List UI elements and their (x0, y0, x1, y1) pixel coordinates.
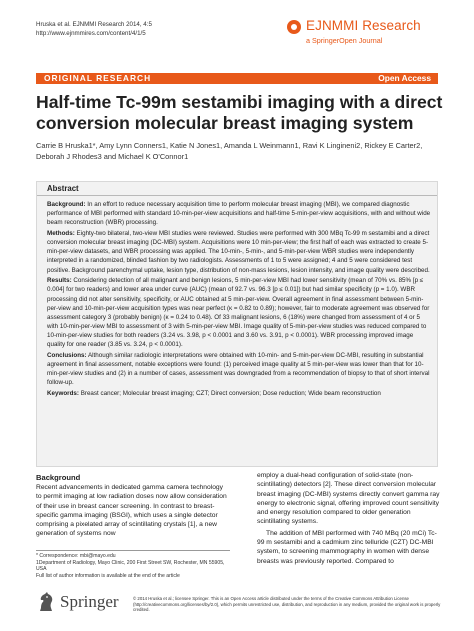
abstract-keywords-label: Keywords: (47, 390, 79, 398)
abstract-results-label: Results: (47, 277, 72, 285)
abstract-keywords (47, 389, 431, 398)
abstract-results (47, 276, 431, 349)
body-paragraph: The addition of MBI performed with 740 MBq (20 mCi) Tc-99 m sestamibi and a cadmium zinc telluride (CZT) DC-MBI system, to screening mammography in women with dense breasts was previously reported. Compared to (257, 529, 437, 565)
abstract-background-label: Background: (47, 201, 86, 208)
footnotes (36, 550, 230, 580)
abstract-methods-text: Eighty-two bilateral, two-view MBI studies were reviewed. Studies were performed with 300 MBq Tc-99 m sestamibi and a direct conversion molecular breast imaging (DC-MBI) system. Acquisitions were 10 min-per-view; the first half of each was extracted to create 5-min-per-view datasets, and WBR processing was applied. The 10-min-, 5-min-, and 5-min-per-view WBR studies were independently interpreted in a randomized, blinded fashion by two radiologists. Assessments of 1 to 5 were assigned; 4 and 5 were considered test positive. Background parenchymal uptake, lesion type, distribution of non-mass lesions, lesion intensity, and image quality were described. (47, 229, 430, 274)
abstract-heading: Abstract (47, 184, 79, 193)
abstract-methods-label: Methods: (47, 229, 75, 237)
journal-ring-icon (287, 20, 301, 34)
abstract-conclusions-label: Conclusions: (47, 352, 87, 359)
journal-name: EJNMMI Research (306, 18, 421, 33)
abstract-background (47, 200, 431, 227)
journal-logo (268, 17, 438, 47)
author-list: Carrie B Hruska1*, Amy Lynn Conners1, Katie N Jones1, Amanda L Weinmann1, Ravi K Lingineni2, Rickey E Carter2, Deborah J Rhodes3 and Michael K O'Connor1 (36, 141, 423, 161)
article-type-banner (36, 73, 438, 84)
abstract-header (37, 182, 437, 196)
abstract-body (47, 200, 431, 400)
abstract-methods (47, 229, 431, 275)
article-title: Half-time Tc-99m sestamibi imaging with a direct conversion molecular breast imaging system (36, 92, 443, 133)
citation-line: Hruska et al. EJNMMI Research 2014, 4:5 (36, 21, 152, 28)
citation-url[interactable]: http://www.ejnmmires.com/content/4/1/5 (36, 29, 146, 37)
abstract-keywords-text: Breast cancer; Molecular breast imaging; CZT; Direct conversion; Dose reduction; Wide beam reconstruction (80, 390, 381, 398)
affiliation-note: 1Department of Radiology, Mayo Clinic, 200 First Street SW, Rochester, MN 55905, USA (36, 559, 225, 573)
journal-subtitle: a SpringerOpen Journal (306, 36, 383, 45)
abstract-conclusions-text: Although similar radiologic interpretations were obtained with 10-min- and 5-min-per-view DC-MBI, resulting in substantial agreement in final assessment, notable exceptions were found: (1) perceived image quality at 5 min-per-view was lower than that for 10-min-per-view studies and (2) in a number of cases, assessment was downgraded from a recommendation of biopsy to that of short interval follow-up. (47, 352, 430, 387)
open-access-label: Open Access (378, 73, 431, 83)
background-heading: Background (36, 473, 81, 482)
chess-knight-icon (36, 592, 57, 612)
author-info-note: Full list of author information is available at the end of the article (36, 573, 180, 580)
abstract-box (36, 181, 438, 467)
abstract-results-text: Considering detection of all malignant and benign lesions, 5 min-per-view MBI had lower sensitivity (mean of 70% vs. 85% [p ≤ 0.004] for two readers) and lower area under curve (AUC) (mean of 92.7 vs. 96.3 [p ≤ 0.01]) but had similar specificity (p = 1.0). WBR processing did not alter sensitivity, specificity, or AUC obtained at 5 min-per-view. Overall agreement in final assessment between 5-min-per-view and 10-min-per-view acquisition types was near perfect (κ = 0.82 to 0.89); however, fair to moderate agreement was observed for assessment category 3 (probably benign) (κ = 0.24 to 0.48). Of 33 malignant lesions, 6 (18%) were changed from assessment of 4 or 5 with 10-min-per-view MBI to assessment of 3 with 5-min-per-view MBI. Image quality of 5-min-per-view studies was reduced compared to 10-min-per-view studies for both readers (3.24 vs. 3.98, p < 0.0001 and 3.60 vs. 3.91, p < 0.0001). WBR processing improved image quality for one reader (3.85 vs. 3.24, p < 0.0001). (47, 277, 430, 349)
correspondence-note[interactable]: * Correspondence: mbi@mayo.edu (36, 553, 116, 559)
body-paragraph: Recent advancements in dedicated gamma camera technology to permit imaging at low radiation doses now allow consideration of their use in breast cancer screening. In contrast to breast-specific gamma imaging (BSGI), which uses a single detector comprising a pixelated array of scintillating crystals [1], a new generation of systems now (36, 484, 227, 538)
license-text: © 2014 Hruska et al.; licensee Springer. This is an Open Access article distributed under the terms of the Creative Commons Attribution License (http://creativecommons.org/licenses/by/2.0), which permits unrestricted use, distribution, and reproduction in any medium, provided the original work is properly credited. (133, 596, 441, 612)
body-right-column (257, 471, 442, 568)
springer-logo (36, 591, 146, 615)
article-type-label: ORIGINAL RESEARCH (44, 73, 152, 83)
citation-header (36, 21, 152, 38)
body-left-column (36, 473, 230, 539)
abstract-background-text: In an effort to reduce necessary acquisition time to perform molecular breast imaging (MBI), we compared diagnostic performance of MBI performed with standard 10-min-per-view acquisitions and half-time 5-min-per-view acquisitions, with and without wide beam reconstruction (WBR) processing. (47, 201, 431, 227)
abstract-conclusions (47, 351, 431, 388)
body-paragraph: employ a dual-head configuration of solid-state (non-scintillating) detectors [2]. These direct conversion molecular breast imaging (DC-MBI) systems directly convert gamma ray energy to electronic signal, offering improved count sensitivity and energy resolution compared to older generation scintillating systems. (257, 472, 440, 526)
publisher-name: Springer (60, 592, 119, 611)
